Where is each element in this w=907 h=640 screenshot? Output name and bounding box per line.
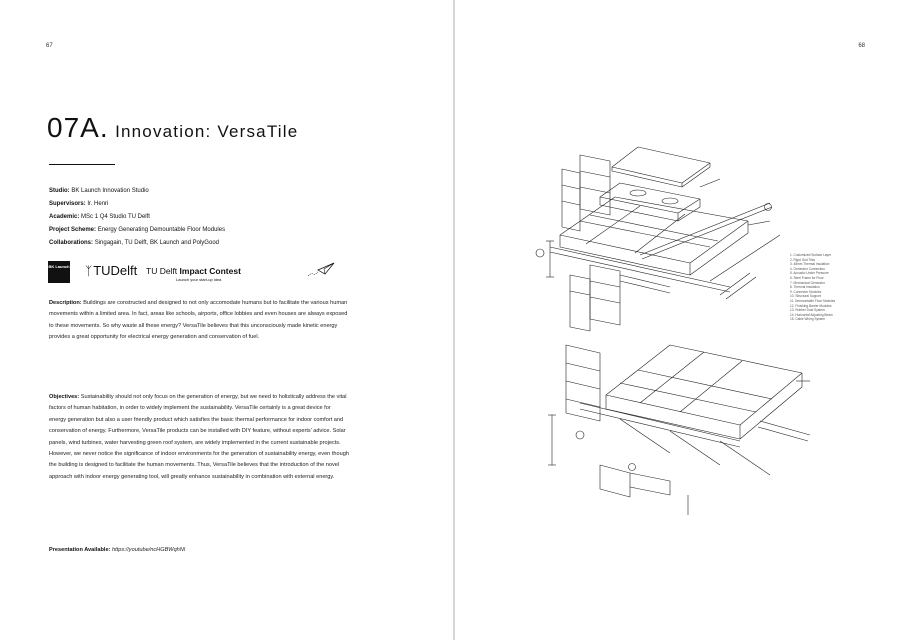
tudelft-logo: ᛉTUDelft [85, 263, 138, 278]
section-name: Innovation: VersaTile [115, 122, 299, 141]
section-title [47, 112, 298, 144]
presentation-url[interactable]: https://youtube/ncHGBWqhNl [112, 547, 186, 553]
page-number-left: 67 [46, 43, 53, 49]
title-divider [49, 164, 115, 165]
lower-module [606, 345, 802, 425]
meta-project-scheme: Project Scheme: Energy Generating Demountable Floor Modules [49, 227, 226, 233]
left-page [0, 0, 453, 640]
paper-plane-icon [306, 260, 336, 280]
meta-supervisors: Supervisors: Ir. Henri [49, 201, 109, 207]
objectives-paragraph: Objectives: Sustainability should not only focus on the generation of energy, but we need to holistically address the vital factors of human habitation, in order to widely implement the sustainability. VersaTile certainly is a great device for energy generation but also a user friendly product which satisfies the basic thermal performance for indoor comfort and conservation of energy. Furthermore, VersaTile products can be installed with DIY feature, without experts' advice. Solar panels, wind turbines, water harvesting green roof system, are widely implemented in the current sustainable projects. However, we never notice the significance of indoor environments for the generation of sustainability energy, even though the building is designed to facilitate the human movements. Thus, VersaTile believes that the introduction of the novel approach with indoor energy generating tool, will greatly enhance sustainability in combination with external energy. [49, 394, 349, 480]
impact-contest-logo: TU Delft Impact Contest Launch your start-up idea [146, 266, 241, 282]
partner-logos [48, 260, 308, 286]
section-number: 07A. [47, 112, 109, 143]
meta-studio: Studio: BK Launch Innovation Studio [49, 188, 149, 194]
page-number-right: 68 [858, 43, 865, 49]
exploded-axonometric-drawing [520, 135, 820, 525]
project-meta [49, 185, 225, 250]
tudelft-flame-icon: ᛉ [85, 264, 93, 278]
drawing-legend: 1. Customized Surface Layer 2. Rigid Grid Tiles 3. 48mm Thermal Insulation 4. Generator Connection 5. Acoustic Under Pressure 6. Steel Frame for Floor 7. Mechanical Generator 8. Thermal Insulation 9. Connector Modules 10. Structural Support 11. Demountable Floor Modules 12. Finishing Barrier Modules 13. Rubber Dust System 14. Horizontal Adjusting Beam 15. Cable Wiring System [790, 253, 836, 322]
description-paragraph: Description: Buildings are constructed and designed to not only accomodate humans but to facilitate the various human movements within a limited area. In fact, areas like schools, airports, office lobbies and even houses are always exposed to these movements. So why waste all these energy? VersaTile believes that this unconsciously made kinetic energy provides a great opportunity for electrical energy generation and conservation of fuel. [49, 300, 348, 341]
meta-academic: Academic: MSc 1 Q4 Studio TU Delft [49, 214, 150, 220]
presentation-link[interactable]: Presentation Available: https://youtube/ncHGBWqhNl [49, 547, 186, 553]
bk-launch-logo: BK Launch [48, 261, 70, 283]
meta-collaborations: Collaborations: Singagain, TU Delft, BK Launch and PolyGood [49, 240, 219, 246]
